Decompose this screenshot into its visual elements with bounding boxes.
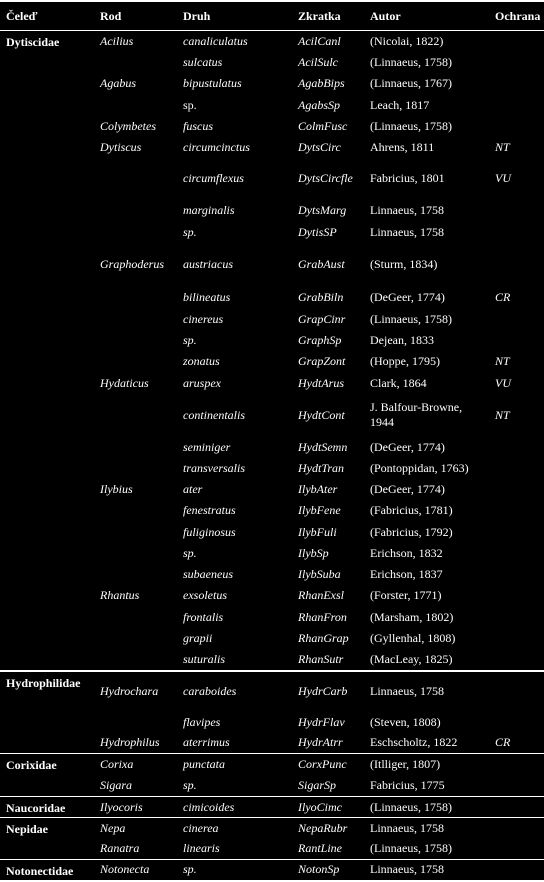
- family-cell: Dytiscidae: [6, 35, 60, 49]
- species-cell: fuscus: [183, 118, 213, 133]
- genus-cell: Notonecta: [100, 862, 150, 877]
- species-cell: seminiger: [183, 439, 231, 454]
- genus-cell: [94, 522, 177, 543]
- protection-cell: [489, 543, 544, 564]
- species-cell: sp.: [183, 862, 197, 877]
- abbreviation-cell: DytisSP: [298, 224, 337, 239]
- protection-cell: CR: [495, 735, 511, 750]
- protection-cell: [489, 522, 544, 543]
- species-cell: cinerea: [183, 820, 219, 835]
- abbreviation-cell: GrapZont: [298, 354, 346, 368]
- genus-cell: Rhantus: [100, 588, 140, 602]
- species-cell: sp.: [183, 97, 197, 112]
- author-cell: Erichson, 1832: [370, 545, 443, 560]
- protection-cell: NT: [495, 354, 510, 368]
- author-cell: Dejean, 1833: [370, 332, 434, 347]
- protection-cell: [489, 839, 544, 860]
- author-cell: (Steven, 1808): [370, 714, 441, 729]
- protection-cell: [489, 860, 544, 881]
- author-cell: (MacLeay, 1825): [370, 651, 453, 666]
- author-cell: Fabricius, 1775: [370, 777, 445, 792]
- protection-cell: [489, 95, 544, 116]
- author-cell: (Linnaeus, 1758): [370, 799, 452, 814]
- protection-cell: NT: [495, 140, 510, 154]
- species-cell: ater: [183, 481, 203, 496]
- abbreviation-cell: HydtTran: [298, 460, 345, 475]
- author-cell: Linnaeus, 1758: [370, 862, 444, 877]
- abbreviation-cell: ColmFusc: [298, 118, 348, 133]
- author-cell: (Linnaeus, 1758): [370, 311, 452, 326]
- abbreviation-cell: IlybFuli: [298, 524, 337, 539]
- genus-cell: [94, 222, 177, 243]
- protection-cell: [489, 116, 544, 137]
- genus-cell: Colymbetes: [100, 118, 156, 133]
- abbreviation-cell: RhanSutr: [298, 651, 344, 666]
- genus-cell: Dytiscus: [100, 140, 142, 154]
- species-cell: continentalis: [183, 407, 245, 422]
- abbreviation-cell: RhanGrap: [298, 630, 349, 645]
- author-cell: (Pontoppidan, 1763): [370, 460, 469, 475]
- protection-cell: [489, 243, 544, 286]
- abbreviation-cell: IlybSuba: [298, 566, 341, 581]
- species-cell: bilineatus: [183, 289, 231, 304]
- protection-cell: VU: [495, 171, 511, 185]
- table-row: [0, 818, 544, 839]
- table-header: [0, 1, 544, 31]
- genus-cell: [94, 500, 177, 522]
- genus-cell: [94, 309, 177, 330]
- abbreviation-cell: RhanFron: [298, 609, 347, 624]
- genus-cell: [94, 159, 177, 199]
- protection-cell: [489, 671, 544, 712]
- author-cell: (DeGeer, 1774): [370, 481, 445, 496]
- header-autor: Autor: [370, 8, 401, 23]
- genus-cell: [94, 52, 177, 73]
- abbreviation-cell: AgabsSp: [298, 97, 340, 112]
- author-cell: (DeGeer, 1774): [370, 289, 445, 304]
- family-cell: Naucoridae: [6, 801, 66, 815]
- author-cell: Linnaeus, 1758: [370, 820, 444, 835]
- species-cell: suturalis: [183, 651, 226, 666]
- author-cell: Clark, 1864: [370, 375, 427, 390]
- protection-cell: [489, 607, 544, 628]
- genus-cell: [94, 286, 177, 309]
- genus-cell: [94, 199, 177, 222]
- family-cell: Hydrophilidae: [6, 675, 81, 690]
- genus-cell: Acilius: [100, 33, 134, 48]
- protection-cell: [489, 199, 544, 222]
- species-cell: canaliculatus: [183, 33, 248, 48]
- abbreviation-cell: RantLine: [298, 841, 342, 856]
- protection-cell: [489, 649, 544, 671]
- species-cell: frontalis: [183, 609, 224, 624]
- header-rod: Rod: [100, 8, 122, 23]
- table-row: [0, 860, 544, 881]
- species-cell: sulcatus: [183, 54, 223, 69]
- genus-cell: [94, 95, 177, 116]
- table-row: [0, 797, 544, 818]
- protection-cell: [489, 309, 544, 330]
- author-cell: (Itlliger, 1807): [370, 756, 441, 771]
- header-zkratka: Zkratka: [298, 8, 341, 23]
- abbreviation-cell: IlybSp: [298, 545, 329, 560]
- genus-cell: Agabus: [100, 76, 136, 90]
- species-cell: sp.: [183, 545, 197, 560]
- author-cell: (Forster, 1771): [370, 588, 442, 602]
- abbreviation-cell: NotonSp: [298, 862, 340, 877]
- protection-cell: [489, 222, 544, 243]
- species-cell: caraboides: [183, 684, 237, 698]
- author-cell: (Fabricius, 1781): [370, 503, 453, 517]
- author-cell: Linnaeus, 1758: [370, 224, 444, 239]
- genus-cell: Hydrochara: [100, 684, 159, 698]
- species-cell: sp.: [183, 777, 197, 792]
- species-cell: sp.: [183, 332, 197, 347]
- table-row: [0, 754, 544, 775]
- author-cell: (Sturm, 1834): [370, 256, 438, 271]
- protection-cell: [489, 585, 544, 607]
- abbreviation-cell: RhanExsl: [298, 588, 344, 602]
- genus-cell: [94, 712, 177, 733]
- author-cell: (Linnaeus, 1758): [370, 54, 452, 69]
- genus-cell: [94, 564, 177, 585]
- species-cell: cinereus: [183, 311, 224, 326]
- species-cell: aruspex: [183, 375, 221, 390]
- protection-cell: [489, 754, 544, 775]
- abbreviation-cell: CorxPunc: [298, 756, 347, 771]
- genus-cell: Sigara: [100, 777, 133, 792]
- abbreviation-cell: GrabBiln: [298, 289, 344, 304]
- genus-cell: Graphoderus: [100, 256, 165, 271]
- author-cell: (Gyllenhal, 1808): [370, 630, 456, 645]
- abbreviation-cell: HydrAtrr: [298, 735, 343, 750]
- species-cell: sp.: [183, 224, 197, 239]
- genus-cell: [94, 351, 177, 373]
- protection-cell: [489, 564, 544, 585]
- author-cell: (Nicolai, 1822): [370, 33, 444, 48]
- abbreviation-cell: DytsCircfle: [298, 171, 353, 185]
- author-cell: Ahrens, 1811: [370, 140, 435, 154]
- author-cell: Erichson, 1837: [370, 566, 443, 581]
- species-cell: exsoletus: [183, 588, 227, 602]
- species-cell: bipustulatus: [183, 76, 242, 90]
- abbreviation-cell: GrapCinr: [298, 311, 346, 326]
- abbreviation-cell: HydrFlav: [298, 714, 345, 729]
- abbreviation-cell: IlybAter: [298, 481, 338, 496]
- family-cell: Corixidae: [6, 758, 57, 772]
- genus-cell: [94, 628, 177, 649]
- author-cell: Fabricius, 1801: [370, 171, 445, 185]
- genus-cell: Ranatra: [100, 841, 140, 856]
- protection-cell: [489, 330, 544, 351]
- species-cell: circumcinctus: [183, 140, 250, 154]
- author-cell: (Linnaeus, 1758): [370, 118, 452, 133]
- genus-cell: Ilybius: [100, 481, 133, 496]
- genus-cell: Corixa: [100, 756, 134, 771]
- genus-cell: [94, 330, 177, 351]
- protection-cell: [489, 500, 544, 522]
- genus-cell: [94, 394, 177, 437]
- protection-cell: [489, 818, 544, 839]
- abbreviation-cell: HydtArus: [298, 375, 344, 390]
- species-cell: flavipes: [183, 714, 221, 729]
- abbreviation-cell: AgabBips: [298, 76, 345, 90]
- species-cell: circumflexus: [183, 171, 244, 185]
- species-cell: transversalis: [183, 460, 246, 475]
- author-cell: Linnaeus, 1758: [370, 202, 444, 217]
- protection-cell: [489, 73, 544, 95]
- genus-cell: [94, 437, 177, 458]
- species-cell: punctata: [183, 756, 225, 771]
- genus-cell: Hydrophilus: [100, 735, 160, 750]
- protection-cell: [489, 712, 544, 733]
- protection-cell: [489, 31, 544, 52]
- author-cell: (Marsham, 1802): [370, 609, 454, 624]
- family-cell: Nepidae: [6, 822, 48, 836]
- abbreviation-cell: NepaRubr: [298, 820, 348, 835]
- protection-cell: NT: [495, 407, 510, 422]
- table-row: [0, 671, 544, 712]
- header-druh: Druh: [183, 8, 211, 23]
- genus-cell: [94, 543, 177, 564]
- genus-cell: Hydaticus: [100, 375, 149, 390]
- table-row: [0, 31, 544, 52]
- genus-cell: Ilyocoris: [100, 799, 143, 814]
- protection-cell: CR: [495, 289, 511, 304]
- table-body: [0, 31, 544, 881]
- author-cell: (Linnaeus, 1758): [370, 841, 452, 856]
- species-cell: fuliginosus: [183, 524, 236, 539]
- abbreviation-cell: AcilCanl: [298, 33, 341, 48]
- abbreviation-cell: GrabAust: [298, 256, 345, 271]
- species-cell: zonatus: [183, 354, 220, 368]
- abbreviation-cell: IlybFene: [298, 503, 341, 517]
- species-cell: aterrimus: [183, 735, 230, 750]
- genus-cell: [94, 607, 177, 628]
- abbreviation-cell: HydtCont: [298, 407, 345, 422]
- protection-cell: [489, 458, 544, 479]
- species-cell: fenestratus: [183, 503, 236, 517]
- species-cell: grapii: [183, 630, 213, 645]
- author-cell: (DeGeer, 1774): [370, 439, 445, 454]
- author-cell: (Linnaeus, 1767): [370, 76, 452, 90]
- header-celed: Čeleď: [6, 8, 38, 23]
- header-ochrana: Ochrana: [495, 8, 541, 23]
- species-cell: subaeneus: [183, 566, 233, 581]
- author-cell: (Hoppe, 1795): [370, 354, 440, 368]
- author-cell: Leach, 1817: [370, 97, 430, 112]
- genus-cell: Nepa: [100, 820, 126, 835]
- protection-cell: [489, 797, 544, 818]
- species-cell: linearis: [183, 841, 220, 856]
- abbreviation-cell: GraphSp: [298, 332, 342, 347]
- species-cell: marginalis: [183, 202, 235, 217]
- abbreviation-cell: DytsCirc: [298, 140, 341, 154]
- protection-cell: [489, 628, 544, 649]
- abbreviation-cell: SigarSp: [298, 777, 337, 792]
- abbreviation-cell: AcilSulc: [298, 54, 338, 69]
- family-cell: Notonectidae: [6, 864, 74, 878]
- protection-cell: [489, 437, 544, 458]
- protection-cell: [489, 52, 544, 73]
- protection-cell: VU: [495, 375, 511, 390]
- abbreviation-cell: IlyoCimc: [298, 799, 342, 814]
- protection-cell: [489, 479, 544, 500]
- abbreviation-cell: HydrCarb: [298, 684, 348, 698]
- author-cell: Eschscholtz, 1822: [370, 735, 458, 750]
- genus-cell: [94, 649, 177, 671]
- protection-cell: [489, 775, 544, 797]
- author-cell: J. Balfour-Browne, 1944: [370, 400, 463, 429]
- author-cell: (Fabricius, 1792): [370, 524, 453, 539]
- abbreviation-cell: DytsMarg: [298, 202, 347, 217]
- species-cell: austriacus: [183, 256, 234, 271]
- species-cell: cimicoides: [183, 799, 235, 814]
- genus-cell: [94, 458, 177, 479]
- abbreviation-cell: HydtSemn: [298, 439, 348, 454]
- author-cell: Linnaeus, 1758: [370, 684, 444, 698]
